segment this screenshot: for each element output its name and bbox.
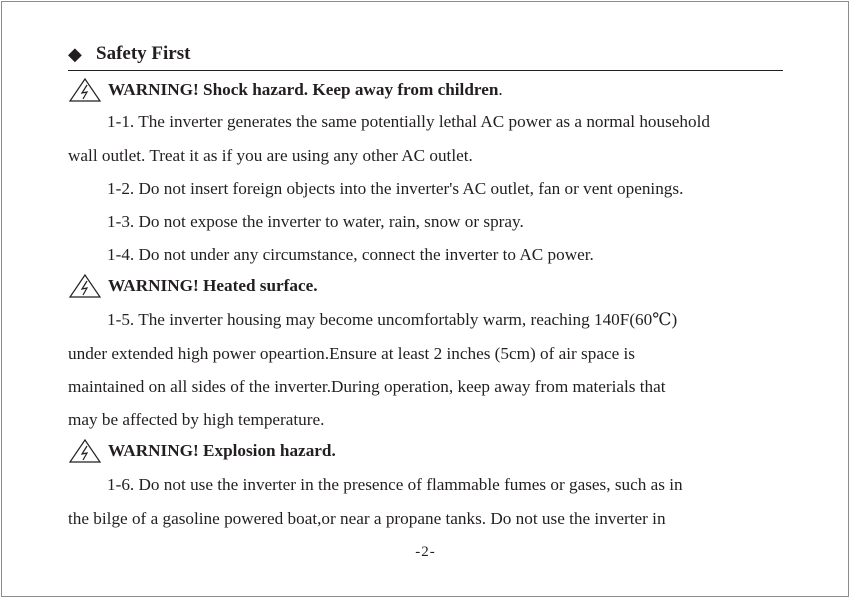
paragraph-line: 1-3. Do not expose the inverter to water, rain, snow or spray. [107, 212, 524, 231]
paragraph-line: wall outlet. Treat it as if you are using any other AC outlet. [68, 146, 473, 165]
section-heading [68, 42, 783, 71]
paragraph-line: under extended high power opeartion.Ensure at least 2 inches (5cm) of air space is [68, 344, 635, 363]
paragraph-line: 1-2. Do not insert foreign objects into the inverter's AC outlet, fan or vent openings. [107, 179, 684, 198]
paragraph-line: 1-6. Do not use the inverter in the presence of flammable fumes or gases, such as in [107, 475, 683, 494]
diamond-bullet-icon: ◆ [68, 44, 82, 64]
paragraph-line: may be affected by high temperature. [68, 410, 325, 429]
paragraph-line: 1-1. The inverter generates the same potentially lethal AC power as a normal household [107, 112, 710, 131]
warning-triangle-lightning-icon [68, 438, 102, 464]
paragraph-line: 1-5. The inverter housing may become uncomfortably warm, reaching 140F(60℃) [107, 310, 678, 329]
warning-text: WARNING! Shock hazard. Keep away from children [108, 80, 499, 99]
warning-trail: . [498, 80, 503, 99]
page-number: -2- [415, 544, 436, 560]
warning-triangle-lightning-icon [68, 273, 102, 299]
warning-triangle-lightning-icon [68, 77, 102, 103]
paragraph-line: maintained on all sides of the inverter.During operation, keep away from materials that [68, 377, 666, 396]
paragraph-line: the bilge of a gasoline powered boat,or near a propane tanks. Do not use the inverter in [68, 509, 666, 528]
warning-text: WARNING! Explosion hazard. [108, 441, 336, 460]
section-title: Safety First [96, 43, 191, 64]
warning-text: WARNING! Heated surface. [108, 276, 318, 295]
paragraph-line: 1-4. Do not under any circumstance, connect the inverter to AC power. [107, 245, 594, 264]
